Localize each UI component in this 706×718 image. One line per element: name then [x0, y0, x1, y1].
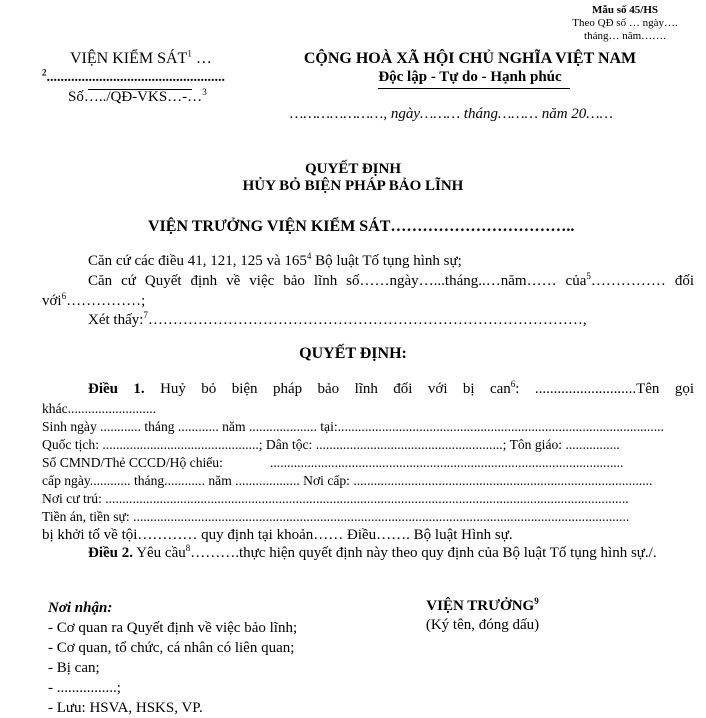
article1-alias: khác..........................	[42, 401, 157, 416]
basis-line-4: Xét thấy:$^7$……………………………………………………………………………,	[88, 310, 587, 328]
org-name: VIỆN KIỂM SÁT$^1$ …	[70, 48, 212, 67]
recipient-item: - Cơ quan, tổ chức, cá nhân có liên quan;	[48, 640, 295, 656]
org-unit-line: $^2$...................................................	[42, 67, 225, 85]
form-code: Mẫu số 45/HS	[591, 4, 658, 16]
form-date: tháng… năm…….	[584, 30, 666, 42]
recipient-item: - Cơ quan ra Quyết định về việc bảo lĩnh;	[48, 620, 298, 636]
signature-title: VIỆN TRƯỞNG$^9$	[426, 596, 539, 614]
recipient-item: - Lưu: HSVA, HSKS, VP.	[48, 700, 203, 716]
article1-line-1: Điều 1. Huỷ bỏ biện pháp bảo lĩnh đối với bị can$^6$: ...........................Tên gọi	[88, 379, 694, 397]
recipients-block	[48, 598, 297, 718]
article1-nationality: Quốc tịch: ..............................................; Dân tộc: .......................................................; Tôn giáo: ................	[42, 437, 620, 452]
article1-id-label: Số CMND/Thẻ CCCD/Hộ chiếu:	[42, 455, 223, 470]
place-date: …………………, ngày……… tháng……… năm 20……	[290, 106, 613, 122]
org-underline	[88, 89, 192, 90]
article2-line: Điều 2. Yêu cầu$^8$……….thực hiện quyết định này theo quy định của Bộ luật Tố tụng hình sự./.	[88, 543, 657, 561]
form-code-block	[555, 4, 695, 43]
article1-residence: Nơi cư trú: ..........................................................................................................................................................	[42, 491, 629, 506]
recipient-item: - Bị can;	[48, 660, 100, 676]
recipients-title: Nơi nhận:	[48, 600, 113, 616]
recipient-item: - ................;	[48, 680, 121, 696]
decision-heading: QUYẾT ĐỊNH:	[299, 345, 407, 362]
signature-note: (Ký tên, đóng dấu)	[425, 617, 540, 633]
basis-line-2: Căn cứ Quyết định về việc bảo lĩnh số……ngày…...tháng..…năm…… của$^5$…………… đối	[88, 271, 694, 289]
article1-birth: Sinh ngày ............ tháng ............ năm .................... tại:................................................................................................	[42, 419, 664, 434]
basis-line-3: với$^6$……………;	[42, 291, 146, 309]
motto-underline	[378, 88, 570, 89]
article1-id-dots: ........................................................................................................	[270, 455, 624, 470]
doc-authority: VIỆN TRƯỞNG VIỆN KIỂM SÁT……………………………..	[148, 218, 575, 235]
article1-record: Tiền án, tiền sự: ..................................................................................................................................................	[42, 509, 630, 524]
doc-type: QUYẾT ĐỊNH	[305, 161, 401, 177]
decision-number: Số…../QĐ-VKS…-…$^3$	[68, 87, 207, 105]
basis-line-1: Căn cứ các điều 41, 121, 125 và $165^4$ Bộ luật Tố tụng hình sự;	[88, 251, 462, 269]
signature-block	[400, 598, 565, 634]
doc-subject: HỦY BỎ BIỆN PHÁP BẢO LĨNH	[242, 178, 464, 194]
article1-issued: cấp ngày............ tháng............ năm ................... Nơi cấp: ........................................................................................	[42, 473, 653, 488]
article1-charge: bị khởi tố về tội………… quy định tại khoản…… Điều……. Bộ luật Hình sự.	[42, 527, 513, 543]
nation-title: CỘNG HOÀ XÃ HỘI CHỦ NGHĨA VIỆT NAM	[303, 50, 637, 67]
form-basis: Theo QĐ số … ngày….	[572, 17, 678, 29]
nation-motto: Độc lập - Tự do - Hạnh phúc	[378, 69, 562, 85]
